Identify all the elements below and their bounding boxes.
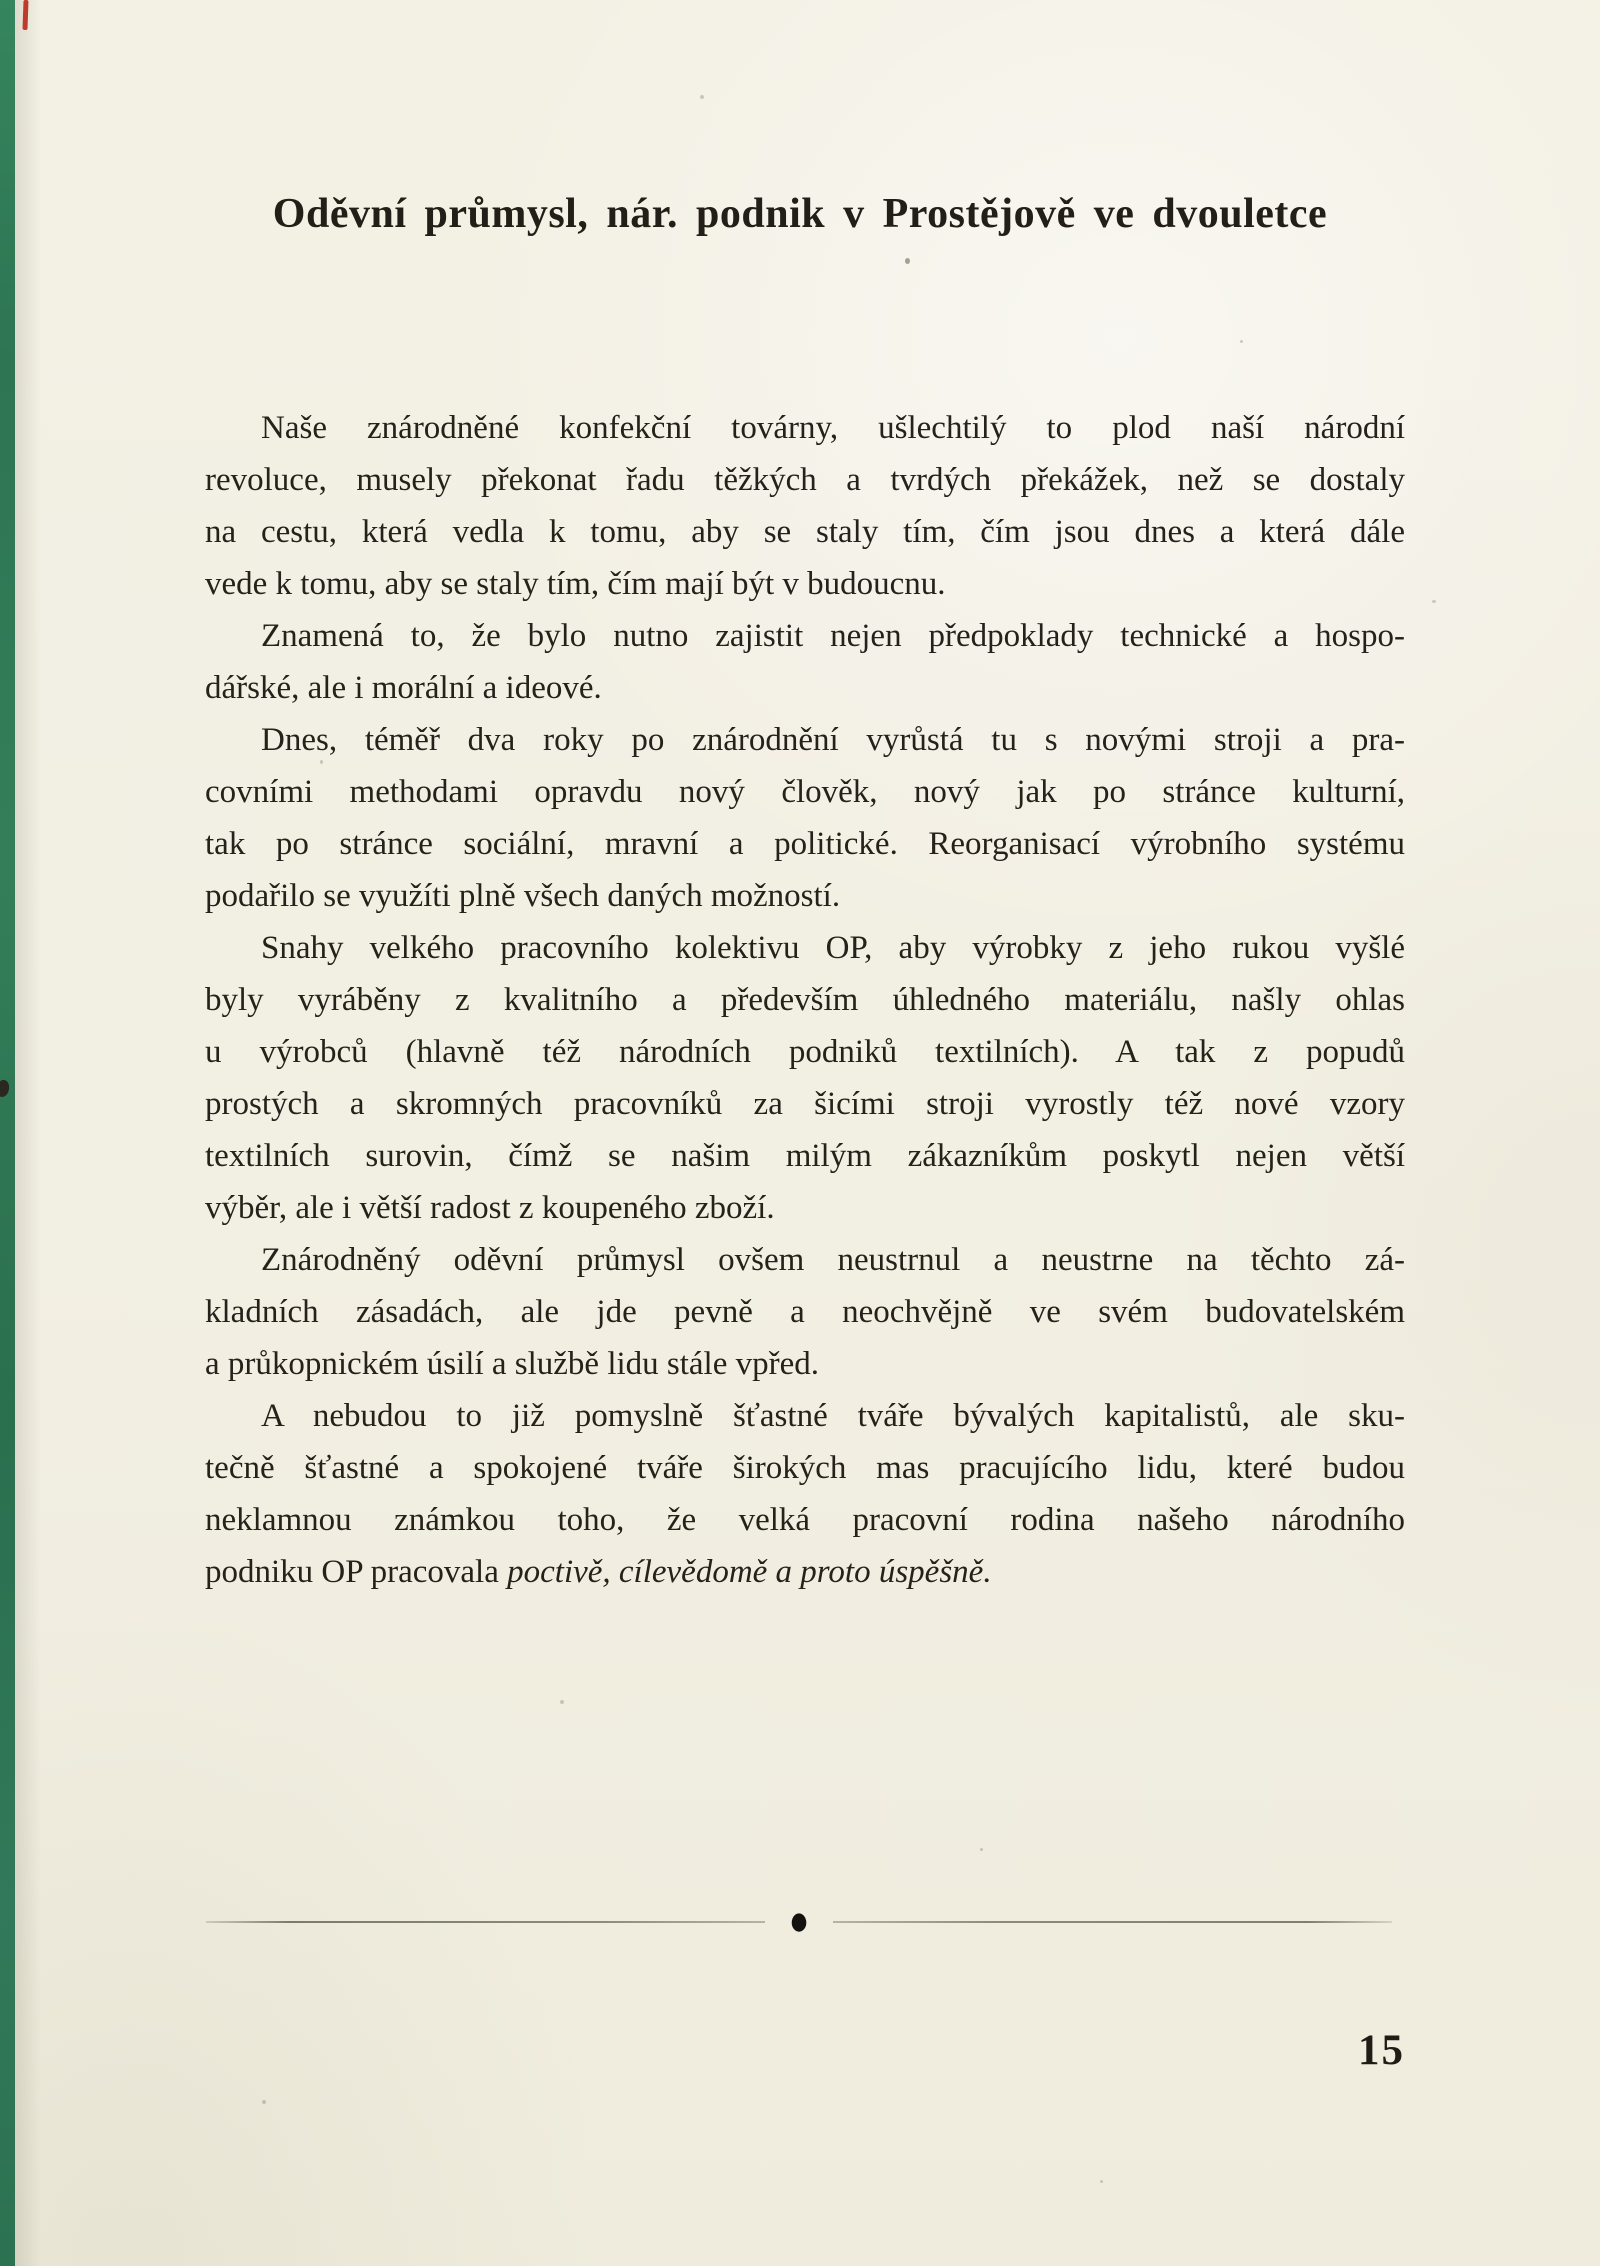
scan-speck <box>1432 600 1436 603</box>
scan-speck <box>320 760 323 764</box>
text-line: výběr, ale i větší radost z koupeného zboží. <box>205 1190 775 1226</box>
scan-speck <box>560 1700 564 1704</box>
page-title: Oděvní průmysl, nár. podnik v Prostějově ve dvouletce <box>272 191 1328 237</box>
text-line: Dnes, téměř dva roky po znárodnění vyrůstá tu s novými stroji a pra- <box>261 722 1405 758</box>
divider-dot-ornament: ● <box>788 1898 810 1945</box>
divider-line-left <box>206 1921 765 1923</box>
binding-shadow <box>15 0 41 2266</box>
text-line: byly vyráběny z kvalitního a především úhledného materiálu, našly ohlas <box>205 982 1405 1018</box>
scan-speck <box>905 258 910 264</box>
text-line: a průkopnickém úsilí a službě lidu stále vpřed. <box>205 1346 820 1382</box>
text-line: vede k tomu, aby se staly tím, čím mají být v budoucnu. <box>205 566 946 602</box>
red-registration-mark <box>22 0 28 30</box>
text-line: podařilo se využíti plně všech daných možností. <box>205 878 841 914</box>
text-line: Snahy velkého pracovního kolektivu OP, aby výrobky z jeho rukou vyšlé <box>261 930 1405 966</box>
text-segment-regular: podniku OP pracovala <box>205 1554 508 1590</box>
footer-divider <box>206 1898 1392 1945</box>
text-line: prostých a skromných pracovníků za šicími stroji vyrostly též nové vzory <box>205 1086 1405 1122</box>
paragraph-3 <box>205 714 1405 922</box>
text-line: A nebudou to již pomyslně šťastné tváře bývalých kapitalistů, ale sku- <box>261 1398 1405 1434</box>
text-line: revoluce, musely překonat řadu těžkých a tvrdých překážek, než se dostaly <box>205 462 1405 498</box>
scan-speck <box>700 95 704 99</box>
divider-line-right <box>833 1921 1392 1923</box>
text-line: kladních zásadách, ale jde pevně a neochvějně ve svém budovatelském <box>205 1294 1405 1330</box>
text-line: neklamnou známkou toho, že velká pracovní rodina našeho národního <box>205 1502 1405 1538</box>
paragraph-6 <box>205 1390 1405 1598</box>
scan-speck <box>1240 340 1243 343</box>
text-line: covními methodami opravdu nový člověk, nový jak po stránce kulturní, <box>205 774 1405 810</box>
text-line: tak po stránce sociální, mravní a politické. Reorganisací výrobního systému <box>205 826 1405 862</box>
text-line: Znamená to, že bylo nutno zajistit nejen předpoklady technické a hospo- <box>261 618 1405 654</box>
paragraph-1 <box>205 402 1405 610</box>
text-line: Znárodněný oděvní průmysl ovšem neustrnul a neustrne na těchto zá- <box>261 1242 1405 1278</box>
text-line <box>205 1546 1405 1598</box>
scan-speck <box>262 2100 266 2104</box>
scan-speck <box>980 1848 983 1851</box>
text-line: Naše znárodněné konfekční továrny, ušlechtilý to plod naší národní <box>261 410 1405 446</box>
text-line: textilních surovin, čímž se našim milým zákazníkům poskytl nejen větší <box>205 1138 1405 1174</box>
scan-speck <box>1100 2180 1103 2183</box>
page-number: 15 <box>1358 2027 1405 2074</box>
text-line: u výrobců (hlavně též národních podniků textilních). A tak z popudů <box>205 1034 1405 1070</box>
paragraph-2 <box>205 610 1405 714</box>
text-line: na cestu, která vedla k tomu, aby se staly tím, čím jsou dnes a která dále <box>205 514 1405 550</box>
text-line: dářské, ale i morální a ideové. <box>205 670 602 706</box>
paragraph-5 <box>205 1234 1405 1390</box>
left-binding-strip <box>0 0 15 2266</box>
text-segment-italic: poctivě, cílevědomě a proto úspěšně. <box>507 1554 992 1590</box>
text-line: tečně šťastné a spokojené tváře širokých mas pracujícího lidu, které budou <box>205 1450 1405 1486</box>
article-body <box>205 402 1405 1598</box>
paragraph-4 <box>205 922 1405 1234</box>
